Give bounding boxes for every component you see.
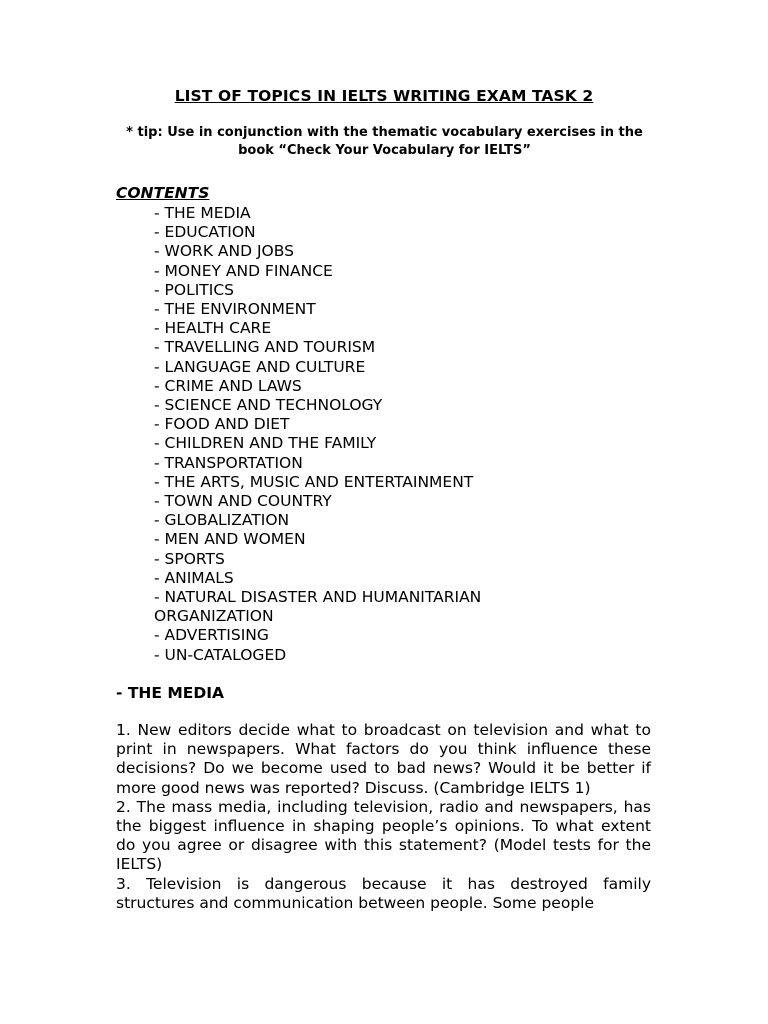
toc-item: - ADVERTISING [154, 626, 269, 645]
tip-note: * tip: Use in conjunction with the thematic vocabulary exercises in the book “Check Your Vocabulary for IELTS” [126, 125, 643, 158]
toc-item: - CHILDREN AND THE FAMILY [154, 434, 377, 453]
toc-item: - TOWN AND COUNTRY [154, 492, 332, 511]
toc-item: - FOOD AND DIET [154, 415, 290, 434]
toc-item: - HEALTH CARE [154, 319, 272, 338]
toc-item-continuation: ORGANIZATION [154, 607, 274, 626]
document-title: LIST OF TOPICS IN IELTS WRITING EXAM TASK 2 [174, 87, 594, 105]
section-heading-media: - THE MEDIA [116, 684, 225, 702]
paragraph: 1. New editors decide what to broadcast on television and what to print in newspapers. What factors do you think influence these decisions? Do we become used to bad news? Would it be better if more good news was reported? Discuss. (Cambridge IELTS 1) [116, 721, 651, 797]
toc-item: - TRAVELLING AND TOURISM [154, 338, 376, 357]
toc-item: - UN-CATALOGED [154, 645, 287, 664]
toc-item: - SPORTS [154, 549, 225, 568]
contents-heading: CONTENTS [116, 184, 210, 202]
toc-item: - POLITICS [154, 280, 234, 299]
toc-item: - SCIENCE AND TECHNOLOGY [154, 396, 383, 415]
toc-item: - GLOBALIZATION [154, 511, 290, 530]
toc-item: - NATURAL DISASTER AND HUMANITARIAN [154, 588, 482, 607]
paragraph: 2. The mass media, including television, radio and newspapers, has the biggest influence in shaping people’s opinions. To what extent do you agree or disagree with this statement? (Model tests for the IELTS) [116, 797, 651, 874]
table-of-contents [154, 204, 481, 665]
toc-item: - MONEY AND FINANCE [154, 261, 333, 280]
paragraph: 3. Television is dangerous because it has destroyed family structures and communication between people. Some people [116, 874, 651, 912]
toc-item: - THE ARTS, MUSIC AND ENTERTAINMENT [154, 472, 474, 491]
toc-item: - ANIMALS [154, 568, 234, 587]
toc-item: - WORK AND JOBS [154, 242, 294, 261]
toc-item: - TRANSPORTATION [154, 453, 303, 472]
toc-item: - THE ENVIRONMENT [154, 300, 316, 319]
section-body [116, 721, 651, 913]
toc-item: - MEN AND WOMEN [154, 530, 306, 549]
toc-item: - EDUCATION [154, 223, 256, 242]
toc-item: - LANGUAGE AND CULTURE [154, 357, 366, 376]
toc-item: - THE MEDIA [154, 204, 251, 222]
toc-item: - CRIME AND LAWS [154, 376, 302, 395]
